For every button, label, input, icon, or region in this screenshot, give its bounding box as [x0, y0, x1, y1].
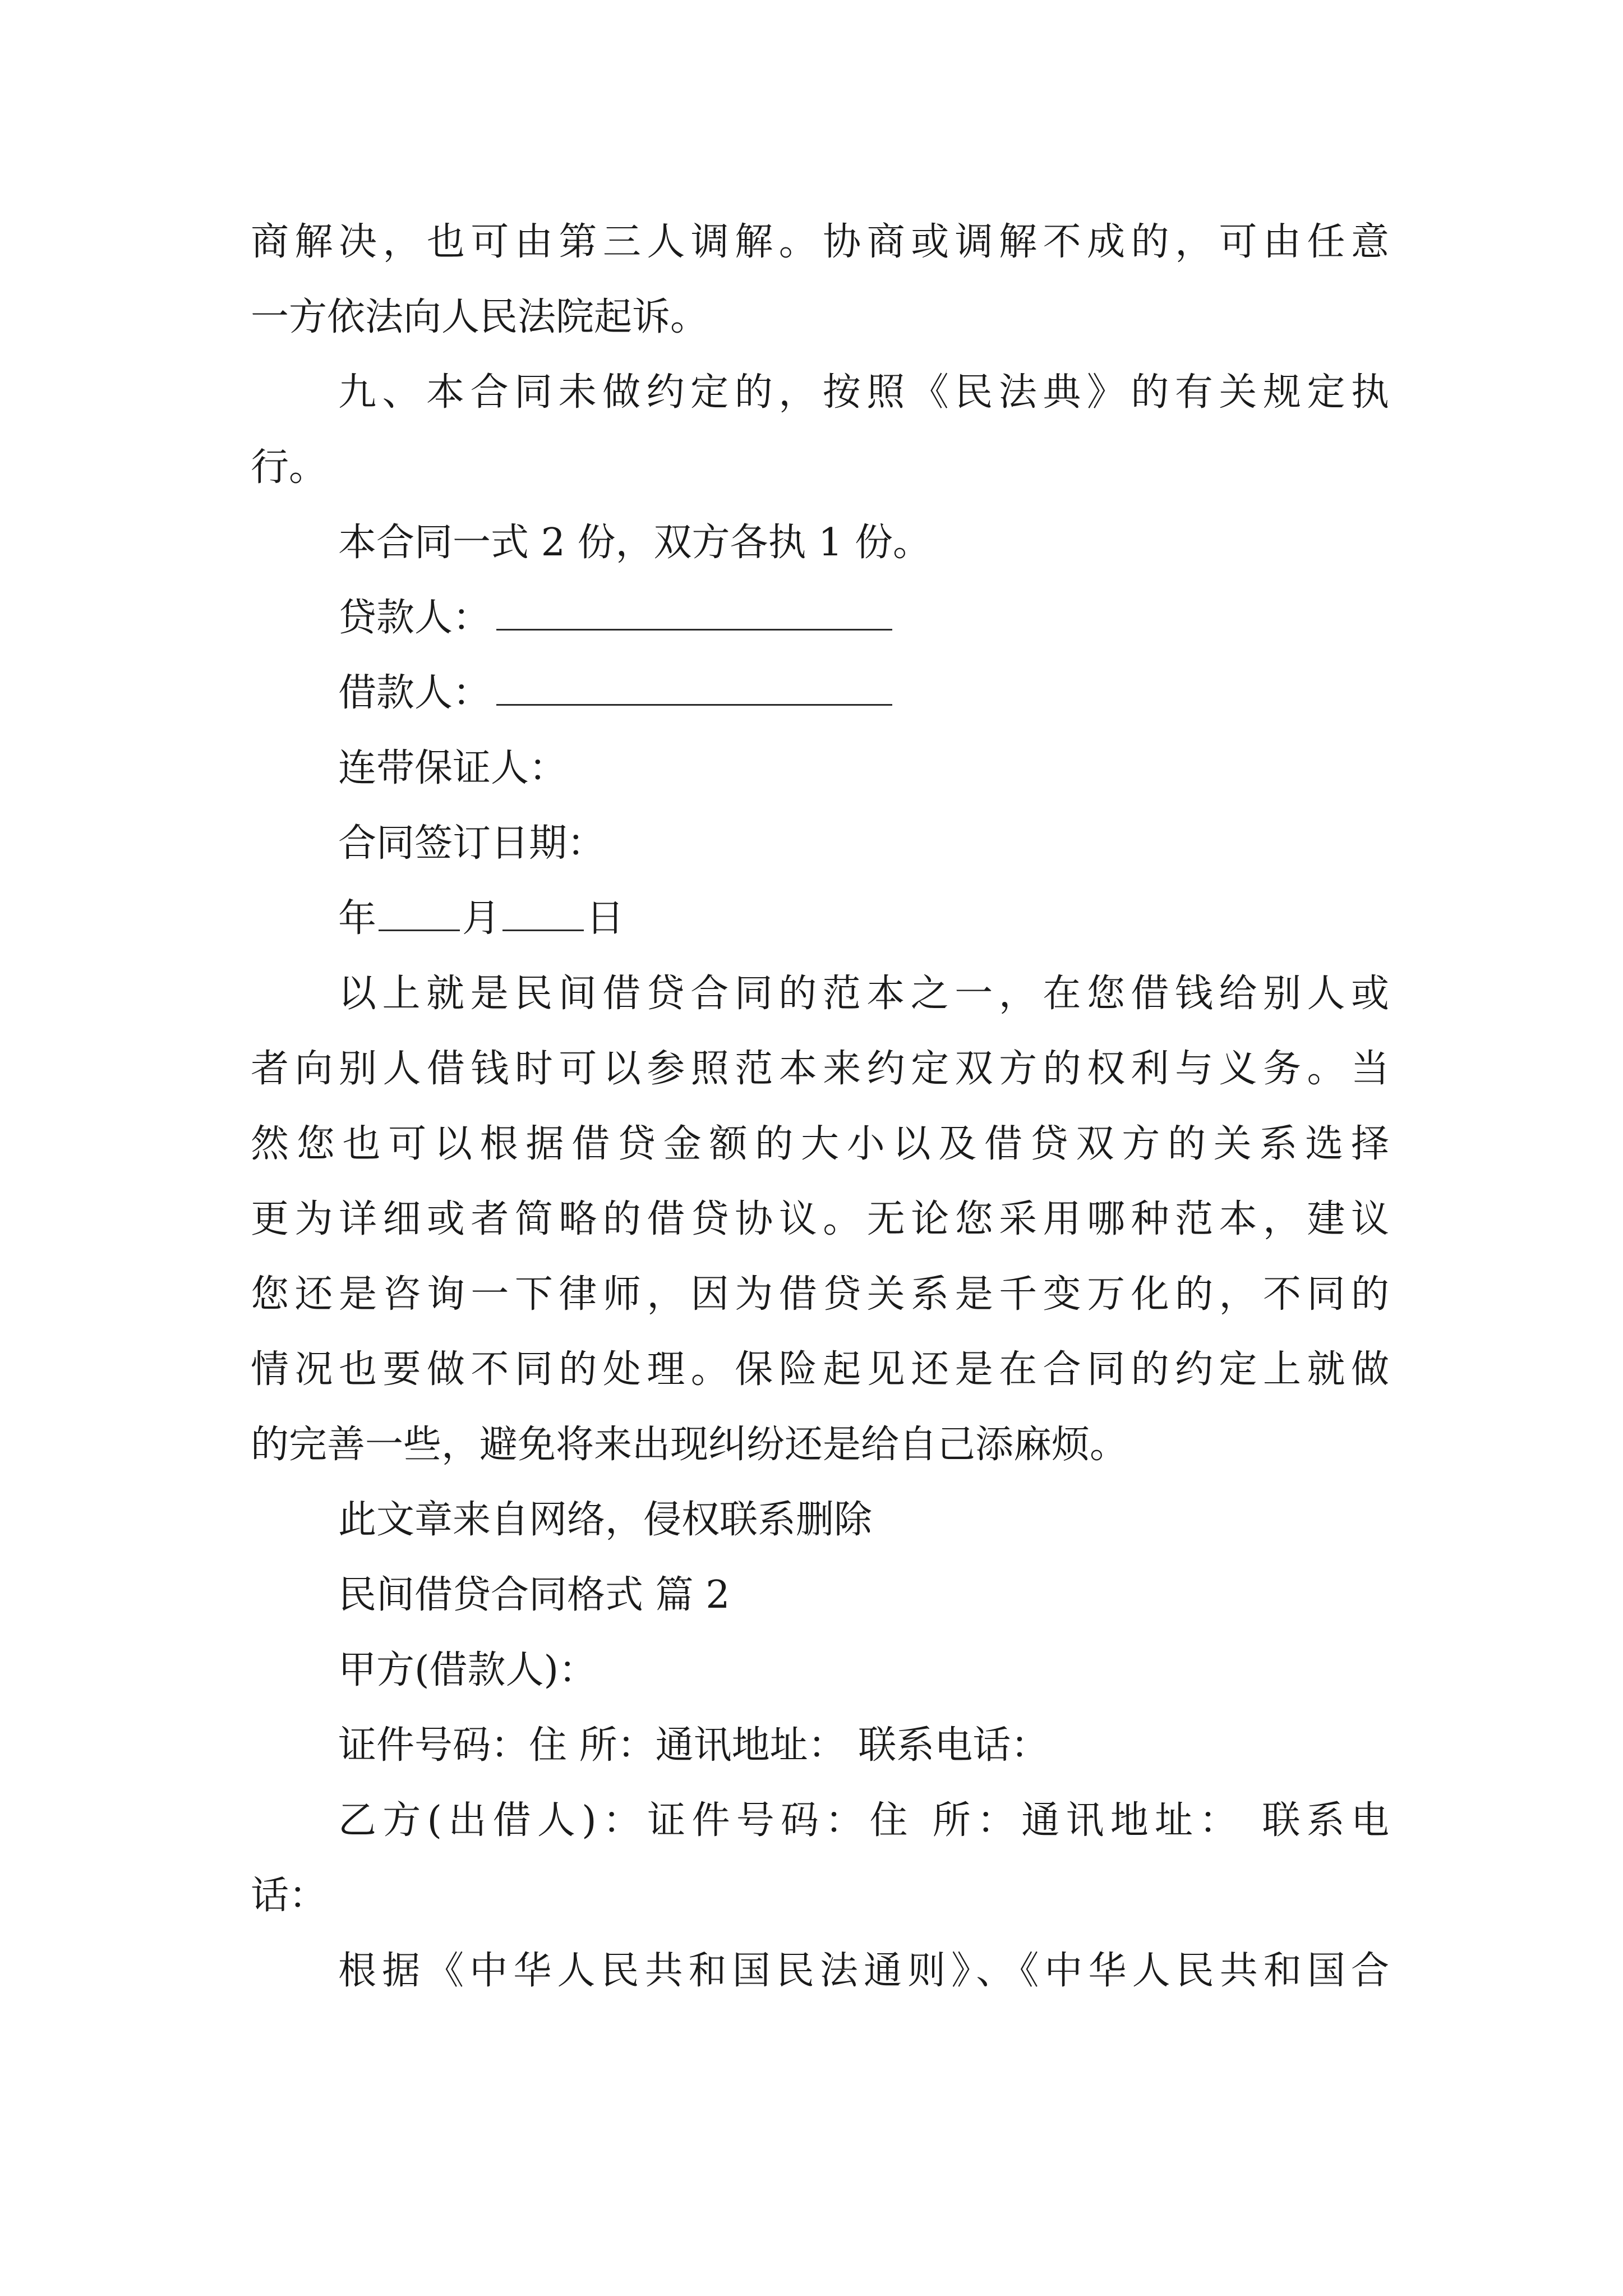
- day-blank: [502, 897, 584, 931]
- paragraph-line: 话：: [251, 1874, 328, 1918]
- paragraph-line: 根据《中华人民共和国民法通则》、《中华人民共和国合: [338, 1949, 1389, 1993]
- paragraph-line: 以上就是民间借贷合同的范本之一，在您借钱给别人或: [338, 972, 1389, 1016]
- party-b-details: 乙方(出借人)：证件号码：住 所：通讯地址： 联系电: [338, 1798, 1389, 1843]
- day-label: 日: [586, 896, 625, 941]
- sign-date-label: 合同签订日期：: [338, 821, 606, 866]
- paragraph-line: 更为详细或者简略的借贷协议。无论您采用哪种范本，建议: [251, 1197, 1389, 1241]
- borrower-blank: [496, 671, 892, 706]
- party-a-label: 甲方(借款人)：: [338, 1648, 597, 1692]
- paragraph-line: 九、本合同未做约定的，按照《民法典》的有关规定执: [338, 370, 1389, 415]
- party-a-details: 证件号码：住 所：通讯地址： 联系电话：: [338, 1723, 1049, 1768]
- paragraph-line: 行。: [251, 445, 328, 490]
- paragraph-line: 情况也要做不同的处理。保险起见还是在合同的约定上就做: [251, 1347, 1389, 1392]
- guarantor-label: 连带保证人：: [338, 746, 568, 790]
- source-note: 此文章来自网络，侵权联系删除: [338, 1498, 873, 1542]
- lender-label: 贷款人：: [338, 596, 491, 640]
- paragraph-line: 商解决，也可由第三人调解。协商或调解不成的，可由任意: [251, 220, 1389, 264]
- paragraph-line: 的完善一些，避免将来出现纠纷还是给自己添麻烦。: [251, 1423, 1128, 1467]
- paragraph-line: 本合同一式 2 份，双方各执 1 份。: [338, 521, 931, 565]
- year-label: 年: [338, 896, 377, 941]
- paragraph-line: 者向别人借钱时可以参照范本来约定双方的权利与义务。当: [251, 1047, 1389, 1091]
- month-label: 月: [462, 896, 501, 941]
- section-title: 民间借贷合同格式 篇 2: [338, 1573, 730, 1617]
- lender-signature-line: [338, 596, 1389, 641]
- borrower-signature-line: [338, 671, 1389, 716]
- date-line: [338, 896, 1389, 941]
- month-blank: [379, 897, 460, 931]
- paragraph-line: 您还是咨询一下律师，因为借贷关系是千变万化的，不同的: [251, 1272, 1389, 1317]
- borrower-label: 借款人：: [338, 671, 491, 715]
- paragraph-line: 一方依法向人民法院起诉。: [251, 295, 709, 339]
- paragraph-line: 然您也可以根据借贷金额的大小以及借贷双方的关系选择: [251, 1122, 1389, 1166]
- lender-blank: [496, 596, 892, 631]
